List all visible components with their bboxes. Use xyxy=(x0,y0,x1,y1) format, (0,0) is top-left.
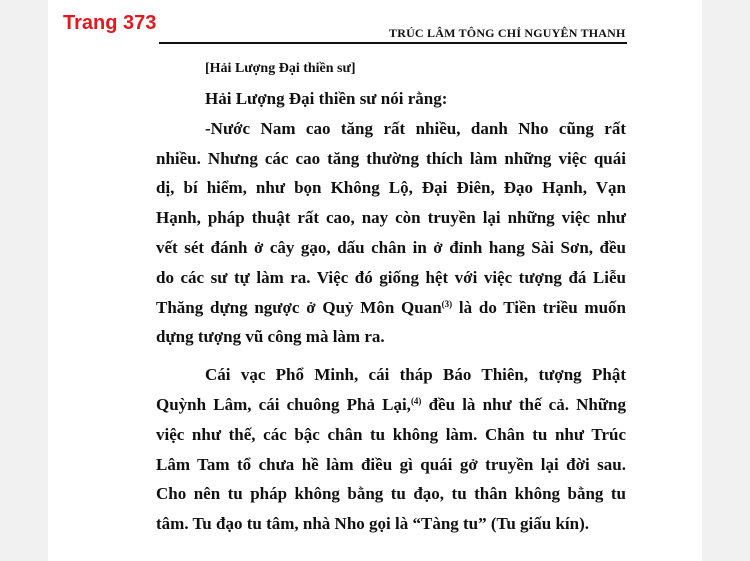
text-line: dị, bí hiểm, như bọn Không Lộ, Đại Điên, Đạo Hạnh, Vạn xyxy=(156,178,626,198)
text-line: dựng tượng vũ công mà làm ra. xyxy=(156,327,385,347)
text-segment: Quỳnh Lâm, cái chuông Phả Lại, xyxy=(156,394,411,414)
running-header: TRÚC LÂM TÔNG CHỈ NGUYÊN THANH xyxy=(389,26,626,40)
text-line: Lâm Tam tổ chưa hề làm điều gì quái gở truyền lại đời sau. xyxy=(156,454,626,474)
text-line: việc như thế, các bậc chân tu không làm. Chân tu như Trúc xyxy=(156,424,626,444)
document-text xyxy=(156,56,626,539)
text-line: vết sét đánh ở cây gạo, dấu chân in ở đỉnh hang Sài Sơn, đều xyxy=(156,237,626,257)
right-margin xyxy=(702,0,750,561)
section-tag: [Hải Lượng Đại thiền sư] xyxy=(205,61,356,76)
text-line: -Nước Nam cao tăng rất nhiều, danh Nho cũng rất xyxy=(205,118,626,138)
footnote-marker: (3) xyxy=(441,298,453,309)
text-segment: đều là như thế cả. Những xyxy=(421,394,626,414)
page-number-label: Trang 373 xyxy=(63,12,157,34)
text-line: tâm. Tu đạo tu tâm, nhà Nho gọi là “Tàng tu” (Tu giấu kín). xyxy=(156,514,590,534)
footnote-marker: (4) xyxy=(410,395,422,406)
text-line: nhiều. Nhưng các cao tăng thường thích làm những việc quái xyxy=(156,148,626,168)
text-line xyxy=(156,293,626,323)
text-line: Hải Lượng Đại thiền sư nói rằng: xyxy=(205,89,448,108)
text-line: do các sư tự làm ra. Việc đó giống hệt với việc tượng đá Liễu xyxy=(156,267,626,287)
paragraph-gap xyxy=(156,352,626,360)
text-segment: Thăng dựng ngược ở Quỷ Môn Quan xyxy=(156,297,442,317)
header-rule xyxy=(159,42,627,44)
text-line xyxy=(156,390,626,420)
left-margin xyxy=(0,0,48,561)
text-line: Hạnh, pháp thuật rất cao, nay còn truyền lại những việc như xyxy=(156,208,626,228)
text-line: Cho nên tu pháp không bằng tu đạo, tu thân không bằng tu xyxy=(156,484,626,504)
text-segment: là do Tiền triều muốn xyxy=(452,297,626,317)
text-line: Cái vạc Phổ Minh, cái tháp Báo Thiên, tượng Phật xyxy=(205,365,626,385)
